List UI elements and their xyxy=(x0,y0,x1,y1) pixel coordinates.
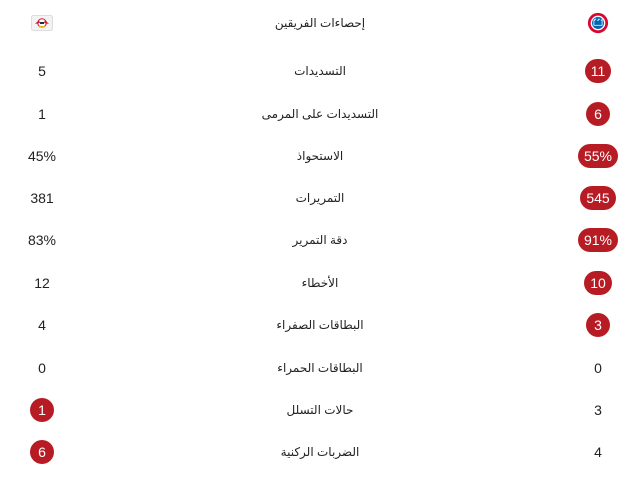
right-team-cell xyxy=(566,3,630,43)
left-team-cell xyxy=(10,3,74,43)
right-value-badge: 10 xyxy=(584,271,612,295)
stat-row-pass-accuracy xyxy=(0,220,640,260)
right-value: 0 xyxy=(594,360,602,376)
left-value: 1 xyxy=(38,106,46,122)
stat-row-shots xyxy=(0,51,640,91)
stat-label: التسديدات xyxy=(294,64,346,78)
left-value: 12 xyxy=(34,275,50,291)
left-value: 83% xyxy=(27,232,57,248)
stat-label: الضربات الركنية xyxy=(280,445,360,459)
stat-label: التسديدات على المرمى xyxy=(261,107,379,121)
right-value-badge: 6 xyxy=(586,102,610,126)
stat-row-yellow-cards xyxy=(0,305,640,345)
leipzig-logo-icon[interactable] xyxy=(31,12,53,34)
left-value: 45% xyxy=(27,148,57,164)
right-value-badge: 3 xyxy=(586,313,610,337)
left-value-badge: 1 xyxy=(30,398,54,422)
stat-row-fouls xyxy=(0,263,640,303)
stat-row-offsides xyxy=(0,390,640,430)
stat-label: الأخطاء xyxy=(301,276,339,290)
stat-label: التمريرات xyxy=(295,191,345,205)
right-value: 3 xyxy=(594,402,602,418)
stats-header-row xyxy=(0,3,640,43)
stat-label: البطاقات الحمراء xyxy=(277,361,363,375)
left-value: 5 xyxy=(38,63,46,79)
stat-label: البطاقات الصفراء xyxy=(276,318,364,332)
bayern-logo-icon[interactable] xyxy=(587,12,609,34)
right-value-badge: 91% xyxy=(578,228,618,252)
right-value-badge: 545 xyxy=(580,186,615,210)
left-value: 381 xyxy=(30,190,54,206)
stat-row-passes xyxy=(0,178,640,218)
stat-label: الاستحواذ xyxy=(296,149,344,163)
right-value: 4 xyxy=(594,444,602,460)
right-value-badge: 11 xyxy=(585,59,612,83)
left-value: 0 xyxy=(38,360,46,376)
stat-label: حالات التسلل xyxy=(286,403,354,417)
stat-label: دقة التمرير xyxy=(292,233,348,247)
stat-row-shots-on-target xyxy=(0,94,640,134)
left-value: 4 xyxy=(38,317,46,333)
stat-row-red-cards xyxy=(0,348,640,388)
stat-row-corners xyxy=(0,432,640,472)
left-value-badge: 6 xyxy=(30,440,54,464)
right-value-badge: 55% xyxy=(578,144,618,168)
stat-row-possession xyxy=(0,136,640,176)
stats-title: إحصاءات الفريقين xyxy=(274,16,366,30)
